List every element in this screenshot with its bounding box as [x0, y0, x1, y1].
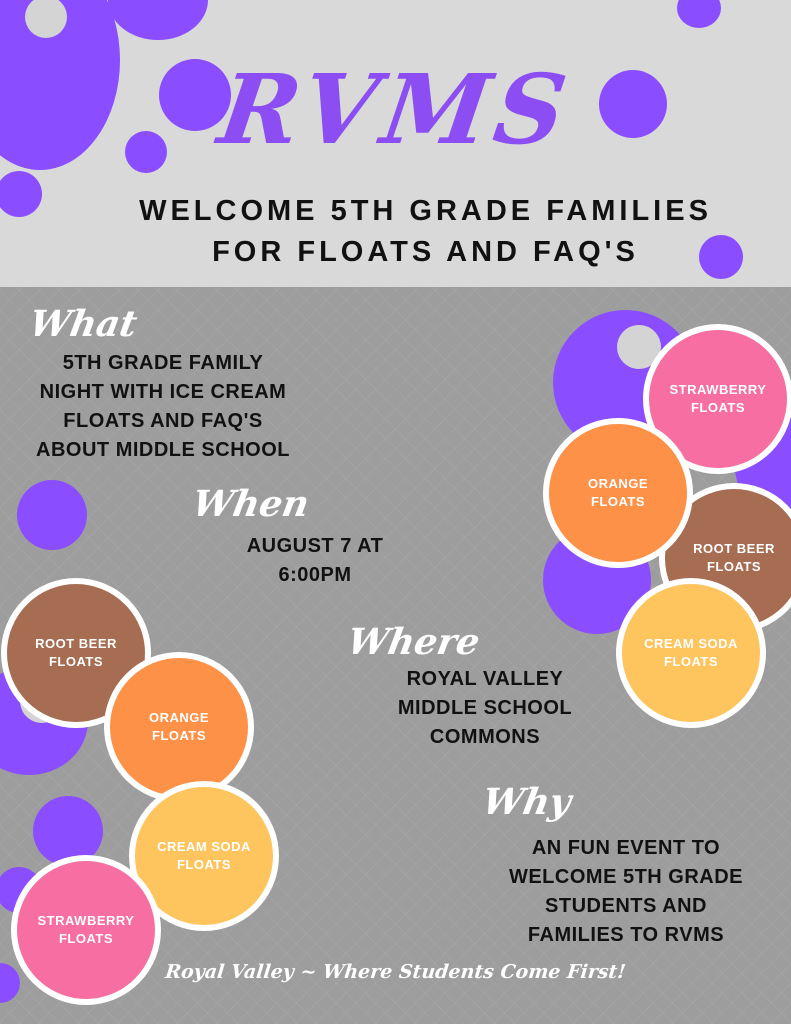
why-details	[496, 834, 756, 950]
what-heading: What	[26, 303, 141, 345]
where-heading: Where	[344, 621, 484, 663]
float-label: ROOT BEER	[693, 541, 775, 556]
float-label: FLOATS	[706, 559, 761, 574]
decor-circle	[677, 0, 721, 28]
footer-tagline: Royal Valley ~ Where Students Come First!	[164, 961, 627, 983]
orange-float-circle	[543, 418, 693, 568]
float-label: CREAM SODA	[157, 839, 251, 854]
what-line: FLOATS AND FAQ'S	[63, 410, 263, 432]
why-line: WELCOME 5TH GRADE	[508, 866, 744, 888]
float-label: CREAM SODA	[644, 636, 738, 651]
header-band	[0, 0, 791, 287]
what-line: ABOUT MIDDLE SCHOOL	[36, 439, 290, 461]
why-line: FAMILIES TO RVMS	[527, 924, 725, 946]
float-label: FLOATS	[663, 654, 719, 669]
why-line: STUDENTS AND	[545, 895, 707, 917]
float-label: ORANGE	[587, 476, 649, 491]
float-label: FLOATS	[590, 494, 646, 509]
float-label: FLOATS	[58, 931, 114, 946]
why-heading: Why	[479, 781, 575, 823]
welcome-line-2: FOR FLOATS AND FAQ'S	[212, 236, 639, 268]
float-label: FLOATS	[48, 654, 103, 669]
float-label: ORANGE	[148, 710, 210, 725]
decor-circle	[108, 0, 208, 40]
why-line: AN FUN EVENT TO	[531, 837, 721, 859]
when-line: AUGUST 7 AT	[246, 535, 384, 557]
float-label: STRAWBERRY	[37, 913, 135, 928]
float-label: FLOATS	[690, 400, 746, 415]
when-heading: When	[189, 483, 313, 525]
orange-float-circle	[104, 652, 254, 802]
float-label: ROOT BEER	[35, 636, 117, 651]
where-line: MIDDLE SCHOOL	[397, 697, 573, 719]
cream-soda-float-circle	[616, 578, 766, 728]
where-line: COMMONS	[429, 726, 541, 748]
what-details	[20, 349, 306, 465]
decor-circle	[0, 171, 42, 217]
float-label: FLOATS	[176, 857, 232, 872]
what-line: 5TH GRADE FAMILY	[62, 352, 264, 374]
where-line: ROYAL VALLEY	[406, 668, 564, 690]
float-label: STRAWBERRY	[669, 382, 767, 397]
school-logo: RVMS	[212, 53, 579, 166]
decor-circle	[17, 480, 87, 550]
float-label: FLOATS	[151, 728, 207, 743]
what-line: NIGHT WITH ICE CREAM	[39, 381, 287, 403]
where-details	[380, 665, 590, 752]
welcome-line-1: WELCOME 5TH GRADE FAMILIES	[139, 195, 712, 227]
when-details	[230, 532, 400, 590]
when-line: 6:00PM	[278, 564, 352, 586]
